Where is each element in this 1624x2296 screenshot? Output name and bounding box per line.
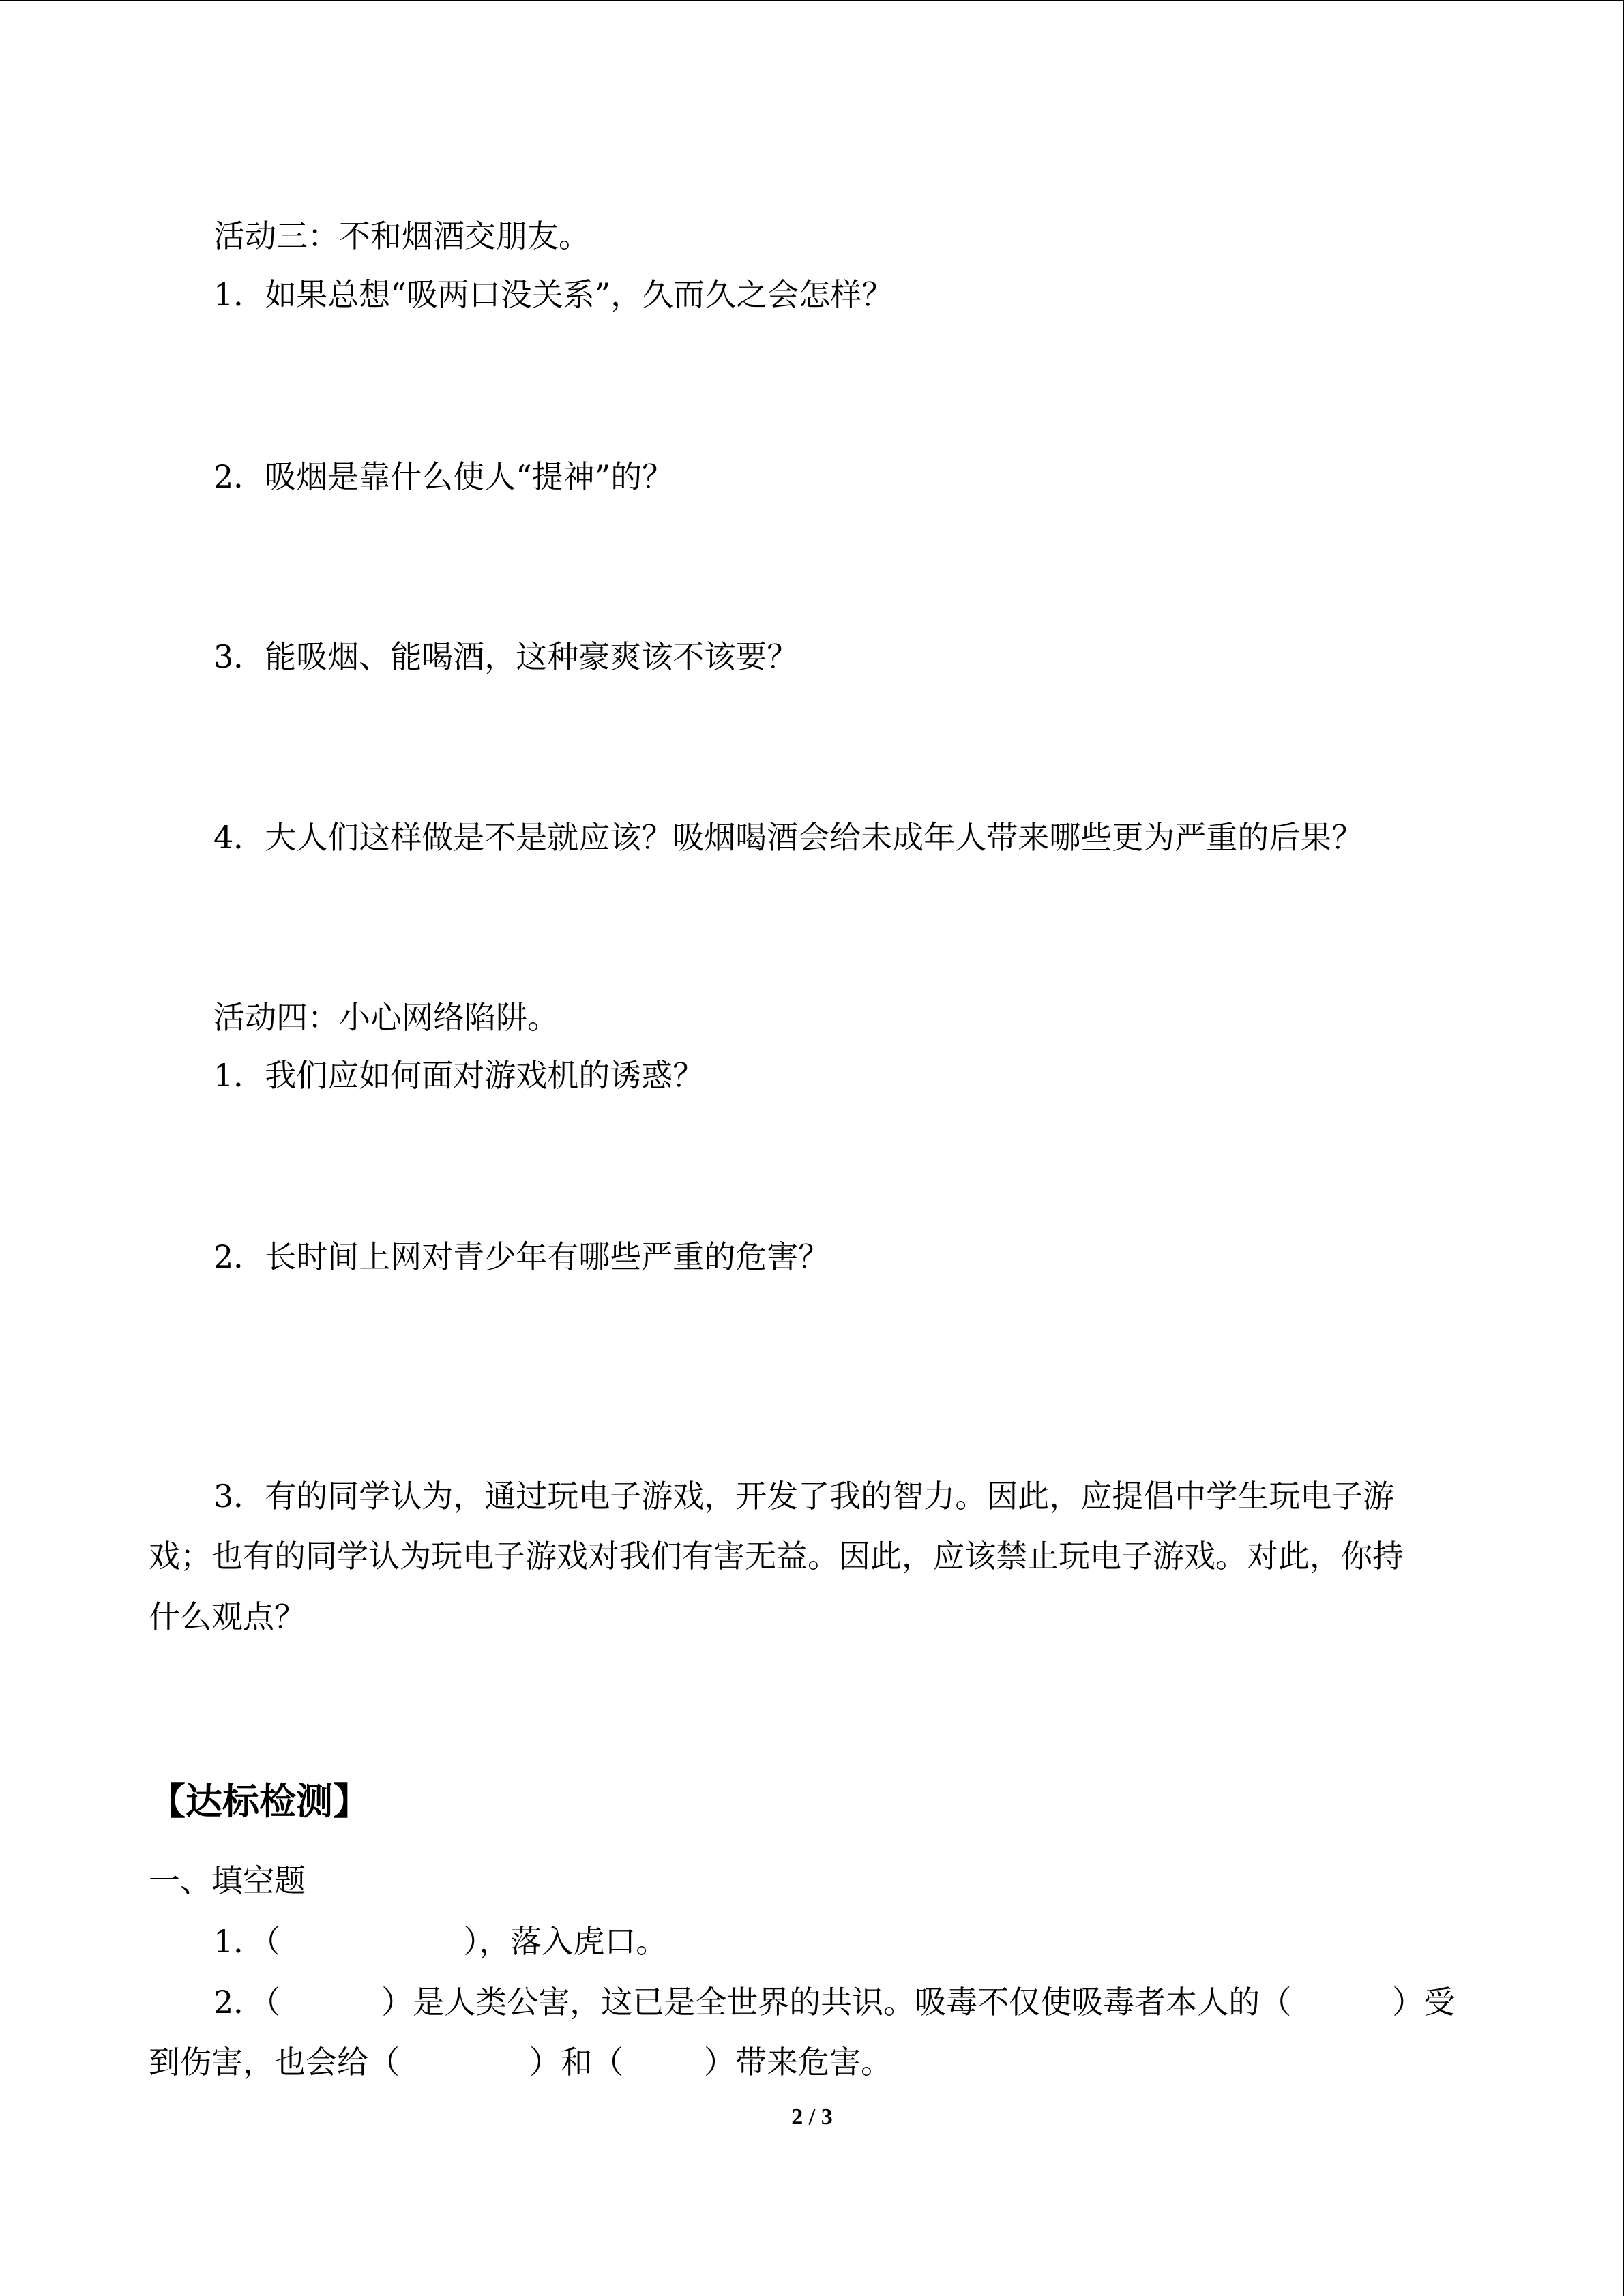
fill-1-prefix: 1．（ xyxy=(213,1923,281,1960)
fill-2-end: ）受 xyxy=(1392,1984,1456,2021)
fill-blank-1 xyxy=(213,1921,667,1962)
activity3-question-1: 1．如果总想“吸两口没关系”，久而久之会怎样？ xyxy=(213,276,894,313)
section-heading: 【达标检测】 xyxy=(149,1780,370,1823)
activity3-question-3: 3．能吸烟、能喝酒，这种豪爽该不该要？ xyxy=(213,638,799,675)
fill-2-middle: ）是人类公害，这已是全世界的共识。吸毒不仅使吸毒者本人的（ xyxy=(381,1984,1292,2021)
activity3-title: 活动三：不和烟酒交朋友。 xyxy=(213,218,590,254)
fill-blank-2-line-2 xyxy=(149,2042,892,2083)
fill-2-prefix: 2．（ xyxy=(213,1984,281,2021)
activity4-question-3-line-3: 什么观点？ xyxy=(149,1598,306,1635)
activity4-title: 活动四：小心网络陷阱。 xyxy=(213,999,559,1036)
activity4-question-1: 1．我们应如何面对游戏机的诱惑？ xyxy=(213,1057,705,1094)
activity4-question-2: 2．长时间上网对青少年有哪些严重的危害？ xyxy=(213,1238,830,1275)
fill-2-line2-end: ）带来危害。 xyxy=(704,2044,892,2081)
fill-blank-2-line-1 xyxy=(213,1982,1455,2023)
fill-1-suffix: ），落入虎口。 xyxy=(463,1923,668,1960)
activity3-question-2: 2．吸烟是靠什么使人“提神”的？ xyxy=(213,458,674,495)
activity3-question-4: 4．大人们这样做是不是就应该？吸烟喝酒会给未成年人带来哪些更为严重的后果？ xyxy=(213,819,1363,856)
page-number: 2 / 3 xyxy=(791,2104,833,2130)
activity4-question-3-line-2: 戏；也有的同学认为玩电子游戏对我们有害无益。因此，应该禁止玩电子游戏。对此，你持 xyxy=(149,1538,1404,1575)
fill-2-line2-prefix: 到伤害，也会给（ xyxy=(149,2044,400,2081)
part-one-title: 一、填空题 xyxy=(149,1862,306,1899)
activity4-question-3-line-1: 3．有的同学认为，通过玩电子游戏，开发了我的智力。因此，应提倡中学生玩电子游 xyxy=(213,1478,1395,1515)
fill-2-line2-middle: ）和（ xyxy=(529,2044,623,2081)
page-border-top xyxy=(0,0,1624,1)
